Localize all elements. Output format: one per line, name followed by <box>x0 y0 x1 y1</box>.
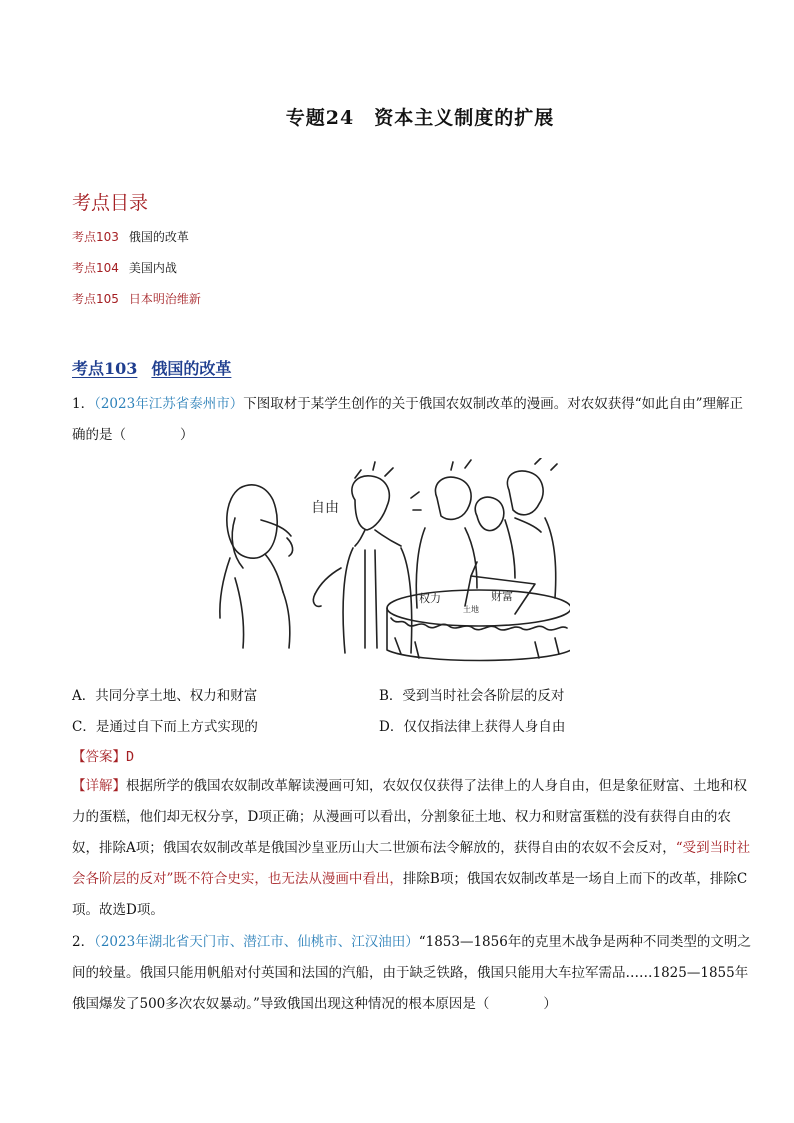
toc-item <box>72 259 177 276</box>
speech-text: 自由 <box>311 500 339 516</box>
toc-item <box>72 228 189 245</box>
option-letter: A． <box>72 688 96 704</box>
question-number: 2． <box>72 934 95 950</box>
option-b <box>379 684 564 704</box>
page-title: 专题24 资本主义制度的扩展 <box>285 107 555 129</box>
toc-item-text: 美国内战 <box>128 261 177 275</box>
option-text: 受到当时社会各阶层的反对 <box>402 688 565 704</box>
answer-line <box>72 745 134 765</box>
toc-item-text: 俄国的改革 <box>128 230 189 244</box>
question-2-stem <box>72 927 754 1020</box>
option-text: 是通过自下而上方式实现的 <box>95 719 258 735</box>
cartoon-illustration <box>215 458 570 665</box>
option-text: 共同分享土地、权力和财富 <box>95 688 258 704</box>
toc-item <box>72 290 201 307</box>
toc-item-number: 考点104 <box>72 261 119 275</box>
question-source: （2023年江苏省泰州市） <box>94 396 244 412</box>
section-heading <box>72 356 231 379</box>
option-letter: B． <box>379 688 403 704</box>
detail-explanation <box>72 771 754 926</box>
question-1-stem <box>72 389 754 451</box>
cake-label-power: 权力 <box>419 592 441 605</box>
detail-text-b: 排除B项；俄国农奴制改革是一场自上而下的改革，排除C项。故选D项。 <box>72 871 748 918</box>
answer-label: 【答案】 <box>72 749 126 765</box>
detail-quote: “受到当时社会各阶层的反对”既不符合史实，也无法从漫画中看出， <box>72 840 751 887</box>
question-text: “1853—1856年的克里木战争是两种不同类型的文明之间的较量。俄国只能用帆船对付英国和法国的汽船，由于缺乏铁路，俄国只能用大车拉军需品……1825—1855年俄国爆发了500多次农奴暴动。”导致俄国出现这种情况的根本原因是（ ） <box>72 934 751 1012</box>
answer-value: D <box>126 749 135 765</box>
toc-item-number: 考点103 <box>72 230 119 244</box>
option-c <box>72 715 258 735</box>
toc-heading: 考点目录 <box>72 192 149 214</box>
option-text: 仅仅指法律上获得人身自由 <box>403 719 566 735</box>
question-text: 下图取材于某学生创作的关于俄国农奴制改革的漫画。对农奴获得“如此自由”理解正确的是（ ） <box>72 396 744 443</box>
detail-label: 【详解】 <box>72 778 126 794</box>
detail-text-a: 根据所学的俄国农奴制改革解读漫画可知，农奴仅仅获得了法律上的人身自由，但是象征财富、土地和权力的蛋糕，他们却无权分享，D项正确；从漫画可以看出，分割象征土地、权力和财富蛋糕的没有获得自由的农奴，排除A项；俄国农奴制改革是俄国沙皇亚历山大二世颁布法令解放的，获得自由的农奴不会反对， <box>72 778 747 856</box>
option-a <box>72 684 257 704</box>
section-title: 俄国的改革 <box>151 359 232 378</box>
option-letter: C． <box>72 719 96 735</box>
cake-label-land: 土地 <box>463 605 479 614</box>
question-source: （2023年湖北省天门市、潜江市、仙桃市、江汉油田） <box>94 934 419 950</box>
section-number: 考点103 <box>72 359 138 378</box>
option-letter: D． <box>379 719 404 735</box>
question-number: 1． <box>72 396 95 412</box>
toc-item-number: 考点105 <box>72 292 119 306</box>
cake-label-wealth: 财富 <box>491 590 513 603</box>
option-d <box>379 715 565 735</box>
toc-item-text: 日本明治维新 <box>128 292 201 306</box>
